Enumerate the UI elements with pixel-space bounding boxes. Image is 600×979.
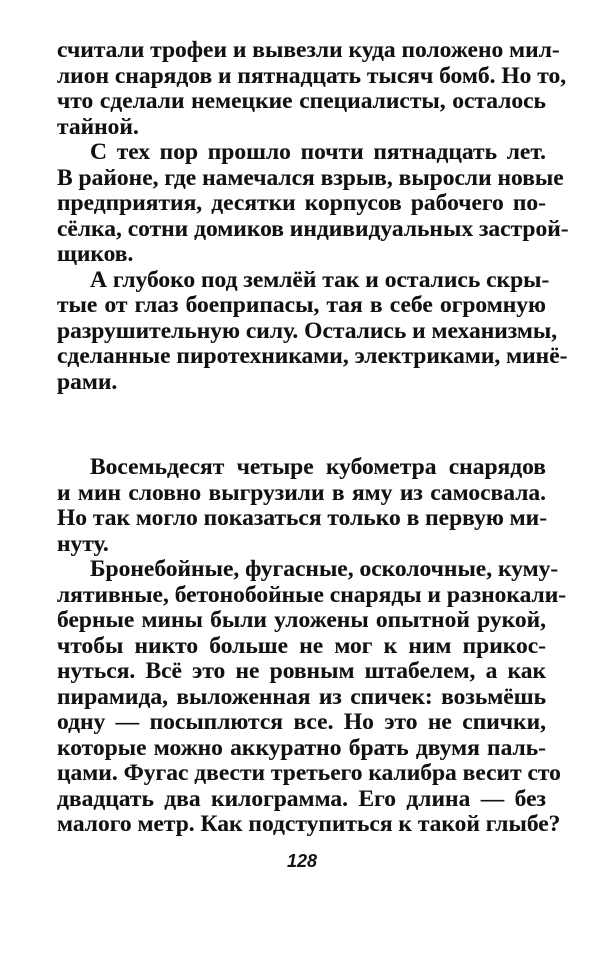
text-line: чтобы никто больше не мог к ним прикос- [57, 632, 546, 659]
section-break [57, 395, 546, 455]
text-line: рами. [57, 368, 118, 395]
text-line: С тех пор прошло почти пятнадцать лет. [90, 139, 546, 165]
text-line: Восемьдесят четыре кубометра снарядов [90, 454, 546, 480]
text-line: В районе, где намечался взрыв, выросли новые [57, 164, 564, 191]
text-line: двадцать два килограмма. Его длина — без [57, 785, 546, 812]
text-line: сёлка, сотни домиков индивидуальных застрой- [57, 215, 569, 242]
text-line: предприятия, десятки корпусов рабочего по- [57, 190, 546, 216]
text-line: цами. Фугас двести третьего калибра весит сто [57, 760, 561, 786]
text-line: лион снарядов и пятнадцать тысяч бомб. Но то, [57, 62, 567, 89]
text-line: тые от глаз боеприпасы, тая в себе огромную [57, 292, 546, 318]
paragraph-5 [57, 556, 567, 838]
text-line: что сделали немецкие специалисты, осталось [57, 88, 546, 114]
paragraph-2 [57, 139, 569, 268]
text-line: пирамида, выложенная из спичек: возьмёшь [57, 683, 546, 710]
paragraph-4 [57, 455, 546, 557]
text-line: сделанные пиротехниками, электриками, минё- [57, 343, 568, 369]
text-line: Бронебойные, фугасные, осколочные, куму- [90, 556, 559, 582]
text-line: Но так могло показаться только в первую ми- [57, 505, 548, 531]
book-page-text [57, 37, 569, 838]
text-line: одну — посыплются все. Но это не спички, [57, 709, 546, 735]
section-2 [57, 454, 567, 838]
text-line: тайной. [57, 113, 139, 140]
text-line: щиков. [57, 241, 134, 267]
page-number: 128 [286, 851, 318, 871]
text-line: малого метр. Как подступиться к такой глыбе? [57, 811, 561, 837]
text-line: считали трофеи и вывезли куда положено мил- [57, 37, 560, 63]
paragraph-3 [57, 266, 568, 396]
text-line: нуту. [57, 530, 109, 557]
text-line: которые можно аккуратно брать двумя паль- [57, 734, 546, 761]
text-line: А глубоко под землёй так и остались скры- [90, 266, 550, 293]
paragraph-1 [57, 37, 567, 140]
text-line: берные мины были уложены опытной рукой, [57, 607, 546, 633]
text-line: разрушительную силу. Остались и механизмы, [57, 317, 558, 344]
text-line: лятивные, бетонобойные снаряды и разнокали- [57, 581, 567, 608]
section-1 [57, 37, 569, 395]
text-line: и мин словно выгрузили в яму из самосвала. [57, 479, 546, 506]
text-line: нуться. Всё это не ровным штабелем, а как [57, 658, 546, 684]
